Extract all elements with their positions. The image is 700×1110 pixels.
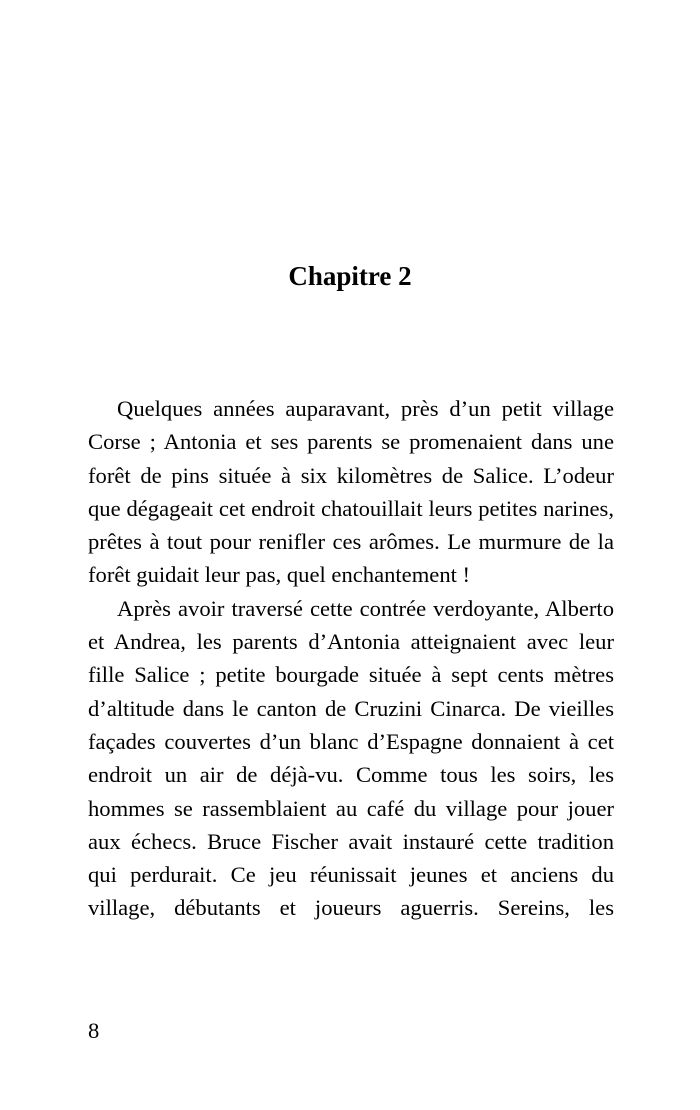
page-number: 8 [88, 1018, 100, 1043]
paragraph: Après avoir traversé cette contrée verdoyante, Alberto et Andrea, les parents d’Antonia atteignaient avec leur fille Salice ; petite bourgade située à sept cents mètres d’altitude dans le canton de Cruzini Cinarca. De vieilles façades couvertes d’un blanc d’Espagne donnaient à cet endroit un air de déjà-vu. Comme tous les soirs, les hommes se rassemblaient au café du village pour jouer aux échecs. Bruce Fischer avait instauré cette tradition qui perdurait. Ce jeu réunissait jeunes et anciens du village, débutants et joueurs aguerris. Sereins, les [88, 595, 614, 921]
paragraph: Quelques années auparavant, près d’un petit village Corse ; Antonia et ses parents se promenaient dans une forêt de pins située à six kilomètres de Salice. L’odeur que dégageait cet endroit chatouillait leurs petites narines, prêtes à tout pour renifler ces arômes. Le murmure de la forêt guidait leur pas, quel enchantement ! [88, 396, 614, 588]
chapter-title: Chapitre 2 [288, 261, 412, 291]
chapter-body [88, 392, 614, 925]
